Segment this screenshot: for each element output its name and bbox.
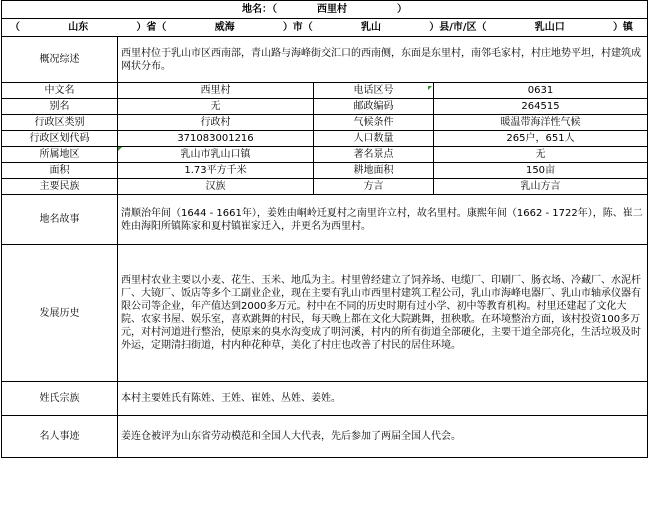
info-value: 乳山方言 [434,179,648,195]
info-row [2,83,648,99]
address-province-suffix: ）省（ [136,22,167,33]
overview-label: 概况综述 [2,37,118,83]
info-value: 乳山市乳山口镇 [118,147,314,163]
info-value: 265户，651人 [434,131,648,147]
address-paren-open: （ [10,22,20,33]
info-value: 264515 [434,99,648,115]
info-label: 人口数量 [314,131,434,147]
info-label: 电话区号 [314,83,434,99]
info-value: 371083001216 [118,131,314,147]
famous-row [2,416,648,458]
gazetteer-sheet [1,0,647,458]
info-row [2,147,648,163]
info-label: 行政区划代码 [2,131,118,147]
title-row [2,1,648,19]
info-label: 行政区类别 [2,115,118,131]
info-value: 0631 [434,83,648,99]
surnames-label: 姓氏宗族 [2,382,118,416]
famous-text: 姜连仓被评为山东省劳动模范和全国人大代表，先后参加了两届全国人代会。 [118,416,648,458]
info-label: 方言 [314,179,434,195]
story-label: 地名故事 [2,195,118,245]
info-value: 行政村 [118,115,314,131]
info-label: 中文名 [2,83,118,99]
address-county: 乳山 [361,22,382,33]
info-value: 暖温带海洋性气候 [434,115,648,131]
info-label: 著名景点 [314,147,434,163]
address-province: 山东 [68,22,89,33]
info-row [2,99,648,115]
info-label: 主要民族 [2,179,118,195]
title-label: 地名：（ [242,4,277,15]
title-close: ） [397,4,407,15]
info-value: 无 [118,99,314,115]
history-row [2,245,648,382]
cell-comment-marker [118,147,122,151]
surnames-text: 本村主要姓氏有陈姓、王姓、崔姓、丛姓、姜姓。 [118,382,648,416]
info-value: 150亩 [434,163,648,179]
info-value: 1.73平方千米 [118,163,314,179]
info-label: 别名 [2,99,118,115]
story-row [2,195,648,245]
title-cell [2,1,648,19]
address-town-suffix: ）镇 [612,22,633,33]
info-label: 耕地面积 [314,163,434,179]
info-row [2,115,648,131]
info-label: 邮政编码 [314,99,434,115]
info-row [2,179,648,195]
address-town: 乳山口 [534,22,565,33]
surnames-row [2,382,648,416]
famous-label: 名人事迹 [2,416,118,458]
info-value: 西里村 [118,83,314,99]
overview-row [2,37,648,83]
overview-text: 西里村位于乳山市区西南部，青山路与海峰街交汇口的西南侧，东面是东里村，南邻毛家村，村庄地势平坦，村建筑成网状分布。 [118,37,648,83]
info-row [2,131,648,147]
info-row [2,163,648,179]
address-row [2,19,648,37]
story-text: 清顺治年间（1644 - 1661年），姜姓由峒岭迁夏村之南里许立村，故名里村。康熙年间（1662 - 1722年），陈、崔二姓由海阳所镇陈家和夏村镇崔家迁入，并更名为西里村。 [118,195,648,245]
address-county-suffix: ）县/市/区（ [429,22,487,33]
info-label: 气候条件 [314,115,434,131]
address-cell [2,19,648,37]
history-text: 西里村农业主要以小麦、花生、玉米、地瓜为主。村里曾经建立了饲养场、电缆厂、印刷厂、肠衣场、冷藏厂、水泥杆厂、大镜厂、饭店等多个工副业企业，现在主要有乳山市西里村建筑工程公司，乳山市海峰电器厂、乳山市轴承仪器有限公司等企业，年产值达到2000多万元。村中在不同的历史时期有过小学、初中等教育机构。村里还建起了文化大院、农家书屋、娱乐室，喜欢跳舞的村民，每天晚上都在文化大院跳舞，扭秧歌。在环境整治方面，该村投资100多万元，对村河道进行整治，使原来的臭水沟变成了明河溪，村内的所有街道全部硬化，主要干道全部亮化，生活垃圾及时外运，定期清扫街道，村内种花种草，美化了村庄也改善了村民的居住环境。 [118,245,648,382]
gazetteer-table [1,0,648,458]
address-city-suffix: ）市（ [282,22,313,33]
history-label: 发展历史 [2,245,118,382]
address-city: 威海 [214,22,235,33]
cell-comment-marker [428,86,432,90]
info-label: 面积 [2,163,118,179]
place-name: 西里村 [317,4,347,15]
info-value: 无 [434,147,648,163]
info-label: 所属地区 [2,147,118,163]
info-value: 汉族 [118,179,314,195]
